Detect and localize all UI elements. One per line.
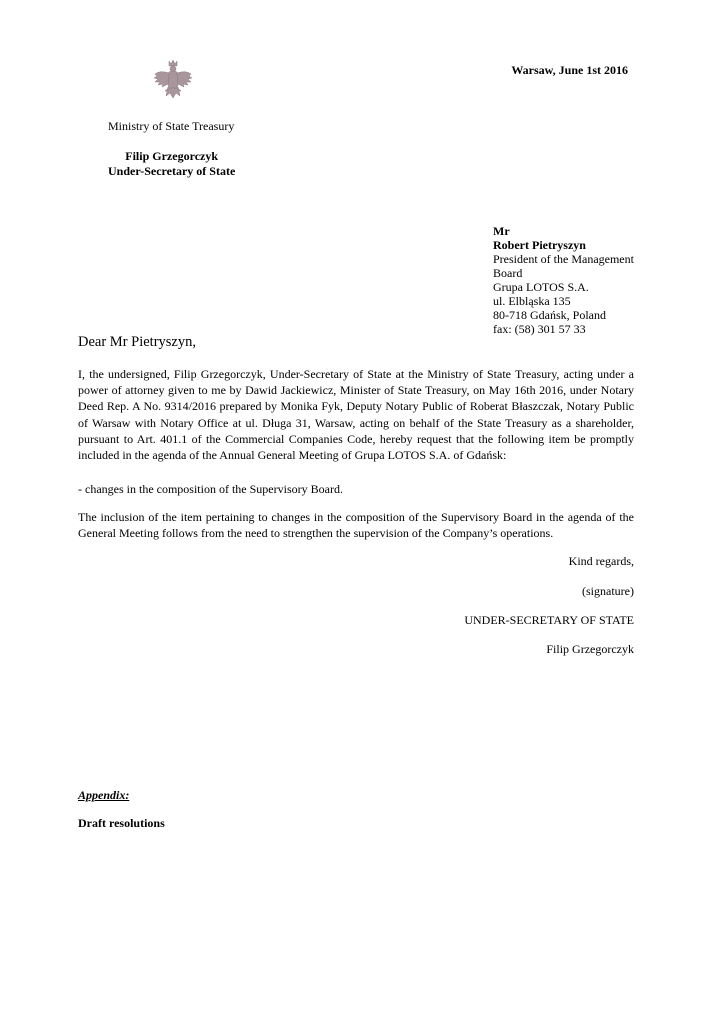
letter-salutation: Dear Mr Pietryszyn, — [78, 334, 196, 350]
letter-paragraph-justification: The inclusion of the item pertaining to changes in the composition of the Supervisory Board in the agenda of the General Meeting follows from the need to strengthen the supervision of the Company’s operations. — [78, 510, 634, 541]
letter-date: Warsaw, June 1st 2016 — [511, 63, 628, 77]
letter-paragraph-request: I, the undersigned, Filip Grzegorczyk, Under-Secretary of State at the Ministry of State Treasury, acting under a power of attorney given to me by Dawid Jackiewicz, Minister of State Treasury, on May 16th 2016, under Notary Deed Rep. A No. 9314/2016 prepared by Monika Fyk, Deputy Notary Public of Roberat Błaszczak, Notary Public of Warsaw with Notary Office at ul. Długa 31, Warsaw, acting on behalf of the State Treasury as a shareholder, pursuant to Art. 401.1 of the Commercial Companies Code, hereby request that the following item be promptly included in the agenda of the Annual General Meeting of Grupa LOTOS S.A. of Gdańsk: — [78, 367, 634, 463]
appendix-label: Appendix: — [78, 788, 130, 802]
recipient-name: Robert Pietryszyn — [493, 238, 586, 252]
recipient-fax: fax: (58) 301 57 33 — [493, 322, 586, 336]
appendix-item: Draft resolutions — [78, 816, 165, 830]
recipient-position-cont: Board — [493, 266, 523, 280]
closing-name: Filip Grzegorczyk — [546, 642, 634, 656]
recipient-address — [493, 224, 653, 336]
sender-block — [108, 149, 235, 179]
recipient-city: 80-718 Gdańsk, Poland — [493, 308, 606, 322]
sender-name: Filip Grzegorczyk — [125, 149, 219, 163]
letter-paragraph-agenda-item: - changes in the composition of the Supervisory Board. — [78, 482, 343, 496]
recipient-company: Grupa LOTOS S.A. — [493, 280, 589, 294]
recipient-street: ul. Elbląska 135 — [493, 294, 571, 308]
polish-eagle-emblem-icon — [150, 58, 196, 104]
closing-signature: (signature) — [582, 584, 634, 598]
closing-title: UNDER-SECRETARY OF STATE — [464, 613, 634, 627]
sender-title: Under-Secretary of State — [108, 164, 236, 178]
closing-regards: Kind regards, — [568, 554, 634, 568]
recipient-salutation-title: Mr — [493, 224, 510, 238]
ministry-name: Ministry of State Treasury — [108, 119, 235, 133]
recipient-position: President of the Management — [493, 252, 634, 266]
